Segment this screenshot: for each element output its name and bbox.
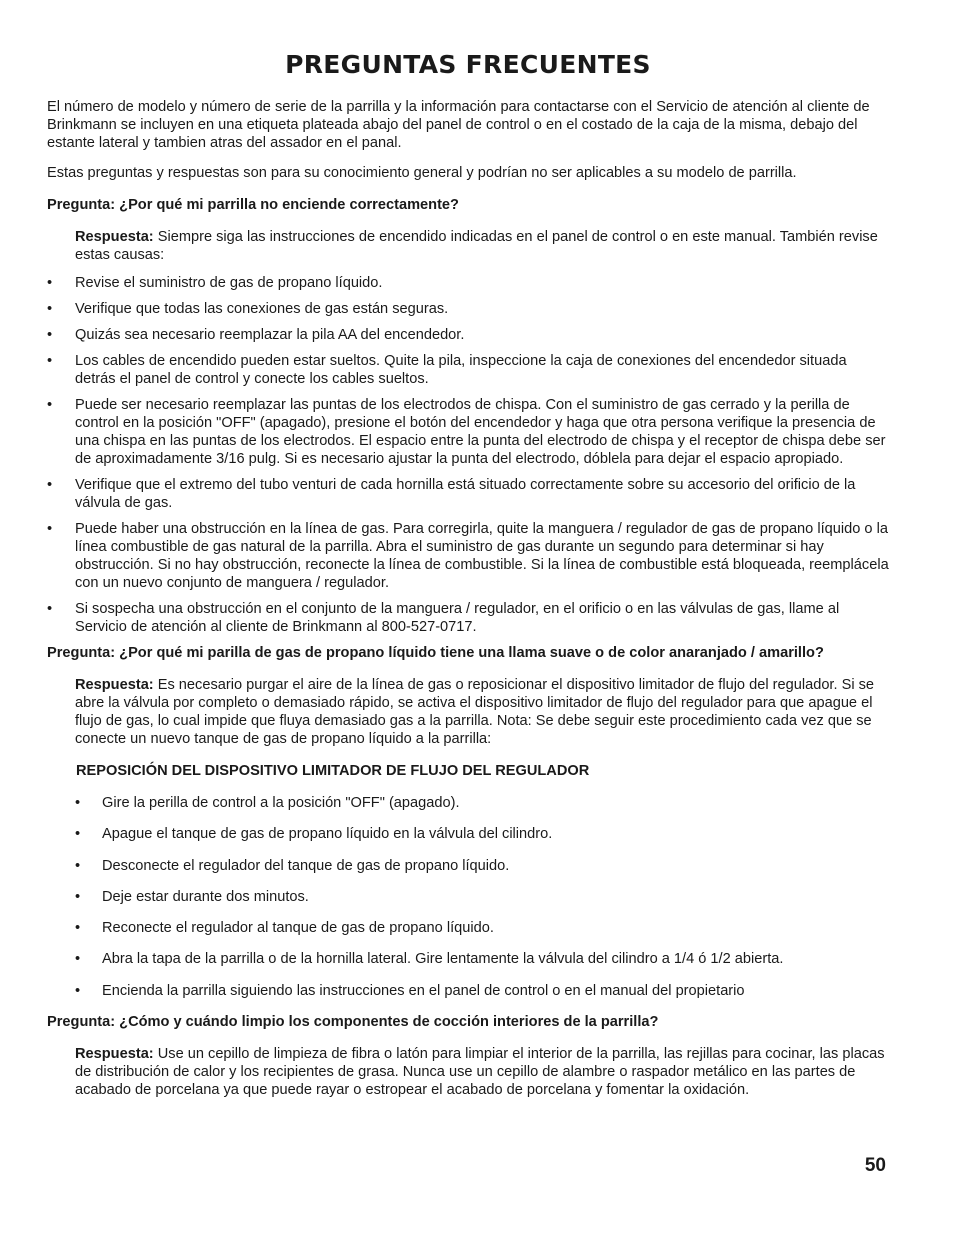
list-item: • Verifique que todas las conexiones de gas están seguras.	[47, 300, 889, 318]
list-item: • Puede haber una obstrucción en la línea de gas. Para corregirla, quite la manguera / regulador de gas de propano líquido o la línea combustible de gas natural de la parrilla. Abra el suministro de gas durante un segundo para determinar si hay obstrucción. Si no hay obstrucción, reconecte la línea de combustible. Si la línea de combustible está bloqueada, reemplácela con un nuevo conjunto de manguera / regulador.	[47, 520, 889, 592]
list-item: • Si sospecha una obstrucción en el conjunto de la manguera / regulador, en el orificio o en las válvulas de gas, llame al Servicio de atención al cliente de Brinkmann al 800-527-0717.	[47, 600, 889, 636]
list-item: • Reconecte el regulador al tanque de gas de propano líquido.	[47, 919, 889, 937]
list-item: • Deje estar durante dos minutos.	[47, 888, 889, 906]
list-item: • Gire la perilla de control a la posición "OFF" (apagado).	[47, 794, 889, 812]
answer-3	[75, 1045, 889, 1099]
procedure-steps-list	[47, 794, 889, 1000]
answer-2-text: Es necesario purgar el aire de la línea de gas o reposicionar el dispositivo limitador de flujo del regulador. Si se abre la válvula por completo o demasiado rápido, se activa el dispositivo limitador de flujo del regulador para que apague el flujo de gas, lo cual impide que fluya demasiado gas a la parrilla. Nota: Se debe seguir este procedimiento cada vez que se conecte un nuevo tanque de gas de propano líquido a la parrilla:	[75, 677, 875, 747]
page-number: 50	[864, 1155, 886, 1176]
question-1: Pregunta: ¿Por qué mi parrilla no enciende correctamente?	[47, 197, 459, 213]
page-title: PREGUNTAS FRECUENTES	[285, 50, 651, 79]
list-item: • Verifique que el extremo del tubo venturi de cada hornilla está situado correctamente sobre su accesorio del orificio de la válvula de gas.	[47, 476, 889, 512]
list-item: • Revise el suministro de gas de propano líquido.	[47, 274, 889, 292]
list-item: • Puede ser necesario reemplazar las puntas de los electrodos de chispa. Con el suministro de gas cerrado y la perilla de control en la posición "OFF" (apagado), presione el botón del encendedor y haga que otra persona verifique la presencia de una chispa en las puntas de los electrodos. El espacio entre la punta del electrodo de chispa y el receptor de chispa debe ser de aproximadamente 3/16 pulg. Si es necesario ajustar la punta del electrodo, dóblela para dejar el espacio apropiado.	[47, 396, 889, 468]
list-item: • Los cables de encendido pueden estar sueltos. Quite la pila, inspeccione la caja de conexiones del encendedor situada detrás el panel de control y conecte los cables sueltos.	[47, 352, 889, 388]
answer-1-causes-list	[47, 274, 889, 636]
list-item: • Quizás sea necesario reemplazar la pila AA del encendedor.	[47, 326, 889, 344]
document-page	[47, 50, 889, 1109]
answer-label: Respuesta:	[75, 1046, 154, 1063]
answer-label: Respuesta:	[75, 677, 154, 693]
answer-2	[75, 676, 889, 748]
question-3: Pregunta: ¿Cómo y cuándo limpio los componentes de cocción interiores de la parrilla?	[47, 1014, 659, 1031]
answer-1-text: Siempre siga las instrucciones de encendido indicadas en el panel de control o en este manual. También revise estas causas:	[75, 229, 878, 263]
list-item: • Apague el tanque de gas de propano líquido en la válvula del cilindro.	[47, 825, 889, 843]
procedure-heading: REPOSICIÓN DEL DISPOSITIVO LIMITADOR DE FLUJO DEL REGULADOR	[76, 763, 590, 779]
list-item: • Abra la tapa de la parrilla o de la hornilla lateral. Gire lentamente la válvula del cilindro a 1/4 ó 1/2 abierta.	[47, 950, 889, 968]
question-2: Pregunta: ¿Por qué mi parilla de gas de propano líquido tiene una llama suave o de color anaranjado / amarillo?	[47, 645, 824, 661]
intro-paragraph-disclaimer: Estas preguntas y respuestas son para su conocimiento general y podrían no ser aplicables a su modelo de parrilla.	[47, 165, 797, 181]
intro-paragraph-model-info: El número de modelo y número de serie de la parrilla y la información para contactarse con el Servicio de atención al cliente de Brinkmann se incluyen en una etiqueta plateada abajo del panel de control o en el costado de la caja de la misma, debajo del estante lateral y tambien atras del assador en el panal.	[47, 99, 870, 151]
answer-label: Respuesta:	[75, 229, 154, 245]
list-item: • Desconecte el regulador del tanque de gas de propano líquido.	[47, 857, 889, 875]
answer-3-text: Use un cepillo de limpieza de fibra o latón para limpiar el interior de la parrilla, las rejillas para cocinar, las placas de distribución de calor y los recipientes de grasa. Nunca use un cepillo de alambre o raspador metálico en las partes de acabado de porcelana ya que puede rayar o estropear el acabado de porcelana y fomentar la oxidación.	[75, 1046, 885, 1099]
answer-1	[75, 228, 889, 264]
list-item: • Encienda la parrilla siguiendo las instrucciones en el panel de control o en el manual del propietario	[47, 982, 889, 1000]
